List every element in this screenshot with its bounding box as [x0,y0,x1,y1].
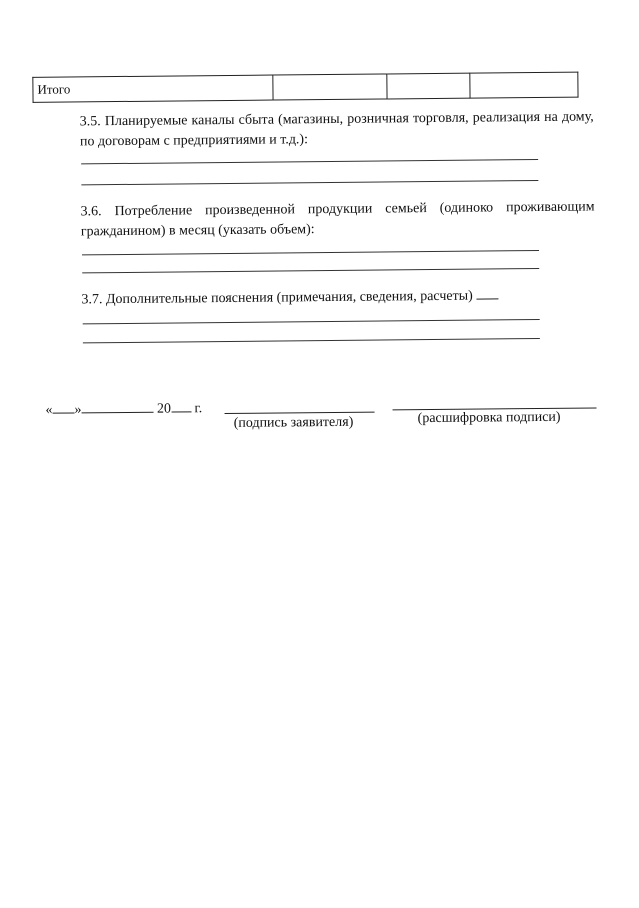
year-suffix: г. [194,401,203,417]
signature-transcript-caption: (расшифровка подписи) [417,409,561,427]
sales-channels-line-1[interactable] [81,159,538,164]
table-row-total [33,72,578,102]
year-prefix: 20 [156,401,172,417]
month-blank[interactable] [81,398,153,414]
section-3-7-label: 3.7. Дополнительные пояснения (примечания, сведения, расчеты) [81,288,473,308]
total-label-cell: Итого [33,75,273,102]
table-cell[interactable] [470,72,578,98]
notes-line-2[interactable] [83,338,540,343]
summary-table [32,72,578,103]
quote-close: » [74,402,82,418]
consumption-line-2[interactable] [82,268,539,273]
consumption-line-1[interactable] [82,250,539,255]
section-3-6-text: 3.6. Потребление произведенной продукции семьей (одиноко проживающим гражданином) в месяц (указать объем): [80,199,595,240]
day-blank[interactable] [52,398,74,413]
notes-line-1[interactable] [83,319,540,324]
table-cell[interactable] [273,74,387,100]
table-cell[interactable] [387,73,470,99]
year-blank[interactable] [171,397,191,412]
applicant-signature-caption: (подпись заявителя) [233,414,354,431]
quote-open: « [45,402,53,418]
sales-channels-line-2[interactable] [81,180,538,185]
date-row [45,397,202,420]
notes-inline-blank[interactable] [476,286,498,299]
section-3-5-text: 3.5. Планируемые каналы сбыта (магазины, розничная торговля, реализация на дому, по договорам с предприятиями и т.д.): [79,109,594,150]
section-3-7-text [37,285,595,310]
